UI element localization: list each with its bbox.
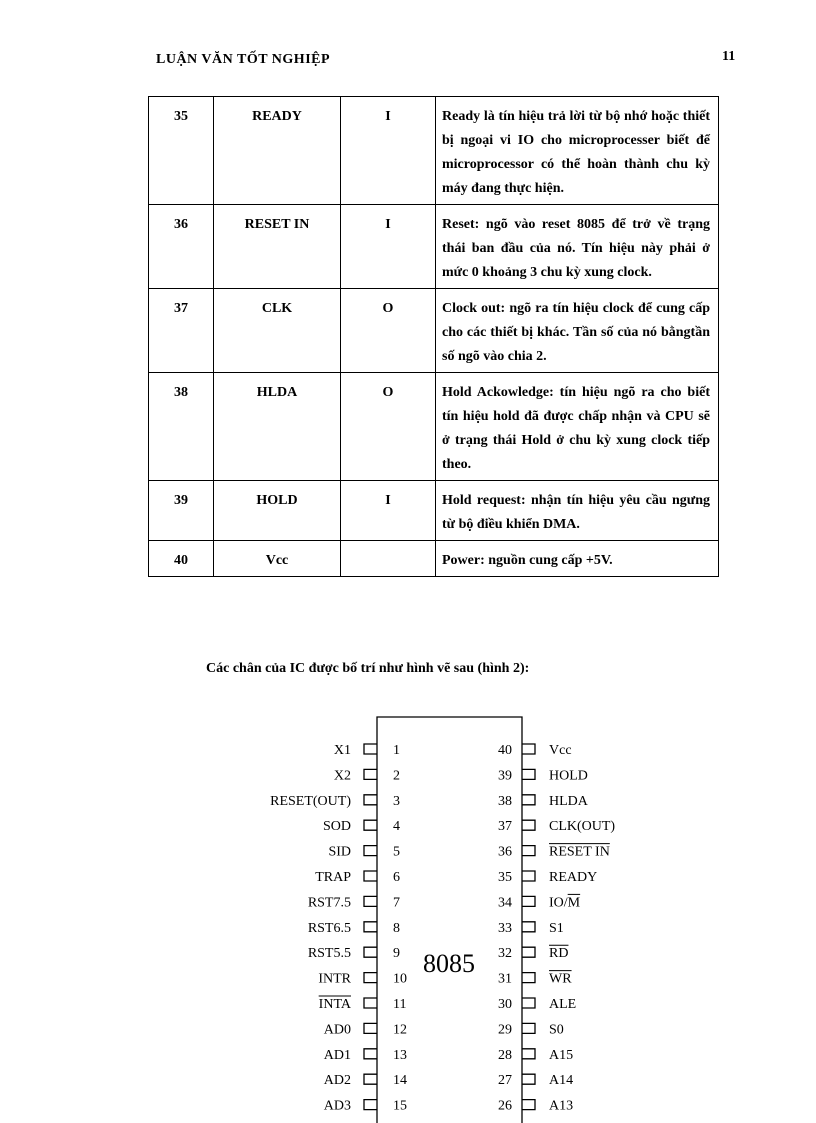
pin-type-cell: I [341, 205, 436, 289]
pin-number: 36 [498, 844, 512, 860]
pin-name: RESET(OUT) [270, 793, 351, 809]
pin-box [522, 1023, 535, 1033]
pin-name: A15 [549, 1047, 574, 1063]
pin-name: RESET IN [549, 844, 610, 860]
pin-name: ALE [549, 997, 577, 1012]
pin-number-cell: 35 [149, 97, 214, 205]
pin-number: 1 [393, 743, 400, 758]
pin-name-cell: READY [214, 97, 341, 205]
pin-box [522, 820, 535, 830]
pin-description-cell: Reset: ngõ vào reset 8085 để trở về trạng thái ban đầu của nó. Tín hiệu này phải ở mức 0 khoảng 3 chu kỳ xung clock. [436, 205, 719, 289]
pin-number: 15 [393, 1098, 407, 1114]
page-number: 11 [722, 49, 736, 64]
pin-number: 5 [393, 844, 400, 860]
pin-number: 29 [498, 1022, 512, 1038]
pin-number: 3 [393, 793, 400, 809]
chip-pin-left [323, 819, 400, 834]
pin-box [522, 1100, 535, 1110]
chip-pin-right [498, 844, 610, 860]
chip-pin-right [498, 1048, 573, 1063]
chip-pin-left [324, 1099, 407, 1114]
pin-number: 35 [498, 870, 512, 885]
chip-pin-right [498, 1073, 573, 1088]
chip-pin-left [328, 845, 400, 860]
pin-name: X1 [333, 743, 351, 758]
pin-name: RST7.5 [307, 895, 351, 911]
pin-box [522, 1074, 535, 1084]
chip-pin-left [324, 1048, 407, 1063]
pin-name-cell: HOLD [214, 481, 341, 541]
pin-box [364, 998, 377, 1008]
chip-pin-right [498, 819, 615, 834]
pin-number: 4 [393, 819, 400, 835]
pin-name-cell: RESET IN [214, 205, 341, 289]
pin-name-cell: HLDA [214, 373, 341, 481]
pin-box [522, 896, 535, 906]
pin-description-cell: Hold Ackowledge: tín hiệu ngõ ra cho biết tín hiệu hold đã được chấp nhận và CPU sẽ ở trạng thái Hold ở chu kỳ xung clock tiếp theo. [436, 373, 719, 481]
pin-box [364, 1049, 377, 1059]
pin-name: Vcc [549, 743, 572, 758]
chip-pin-left [334, 743, 400, 758]
pin-name-cell: Vcc [214, 541, 341, 577]
pin-box [364, 973, 377, 983]
pin-name: CLK(OUT) [549, 819, 616, 835]
pin-number: 38 [498, 793, 512, 809]
pin-name: RST6.5 [307, 920, 351, 936]
pin-box [522, 998, 535, 1008]
pin-name: INTA [318, 997, 351, 1012]
pin-number: 2 [393, 768, 400, 784]
pin-name: AD0 [323, 1022, 351, 1038]
pin-type-cell: I [341, 97, 436, 205]
pin-name: S0 [549, 1022, 564, 1038]
pin-box [364, 896, 377, 906]
pin-box [364, 769, 377, 779]
pin-box [364, 1023, 377, 1033]
chip-label: 8085 [423, 949, 475, 978]
pin-name: RD [549, 946, 569, 962]
pin-box [522, 871, 535, 881]
pin-name: SOD [322, 819, 351, 835]
pin-number-cell: 36 [149, 205, 214, 289]
pin-name: RST5.5 [307, 946, 351, 962]
pin-number: 7 [393, 895, 400, 911]
pin-box [364, 871, 377, 881]
chip-pin-left [324, 1022, 407, 1037]
pin-box [364, 795, 377, 805]
pin-box [364, 744, 377, 754]
pin-box [364, 922, 377, 932]
chip-pin-left [308, 946, 400, 961]
pin-number: 10 [393, 971, 407, 987]
pin-number: 37 [498, 819, 512, 835]
pin-type-cell: I [341, 481, 436, 541]
pin-name: SID [328, 844, 351, 860]
pin-box [522, 947, 535, 957]
pin-name: HOLD [549, 768, 588, 784]
pin-box [364, 947, 377, 957]
chip-pin-right [498, 794, 589, 809]
pin-box [522, 1049, 535, 1059]
chip-pin-left [318, 972, 407, 987]
pin-number: 6 [393, 870, 400, 885]
pin-name: A14 [549, 1073, 574, 1089]
figure-caption: Các chân của IC được bố trí như hình vẽ sau (hình 2): [206, 661, 530, 676]
pin-box [522, 795, 535, 805]
pin-number: 27 [498, 1073, 512, 1089]
document-header-title: LUẬN VĂN TỐT NGHIỆP [156, 52, 331, 67]
pin-number: 39 [498, 768, 512, 784]
pin-name: READY [549, 870, 598, 885]
chip-pin-right [498, 997, 576, 1012]
chip-pin-left [308, 921, 400, 936]
pin-name: WR [549, 971, 572, 987]
pin-number: 9 [393, 946, 400, 962]
pin-name: INTR [318, 971, 351, 987]
pin-name: HLDA [549, 793, 588, 809]
pin-number: 28 [498, 1047, 512, 1063]
pin-name: AD1 [323, 1047, 351, 1063]
pin-number: 30 [498, 997, 512, 1012]
pin-number: 33 [498, 920, 512, 936]
pin-name-cell: CLK [214, 289, 341, 373]
pin-box [522, 846, 535, 856]
pin-number: 40 [498, 743, 512, 758]
pin-name: S1 [549, 920, 564, 936]
chip-pin-right [498, 971, 572, 987]
chip-pin-left [270, 794, 400, 809]
chip-pin-right [498, 870, 597, 885]
pin-type-cell: O [341, 373, 436, 481]
pin-box [522, 769, 535, 779]
chip-pin-left [334, 768, 400, 783]
pin-box [522, 973, 535, 983]
pin-number-cell: 40 [149, 541, 214, 577]
chip-pin-left [315, 870, 400, 885]
chip-pin-left [308, 895, 400, 910]
chip-pin-left [324, 1073, 407, 1088]
chip-pin-right [498, 1099, 573, 1114]
pin-box [364, 1074, 377, 1084]
chip-pin-left [319, 996, 407, 1012]
pin-number: 31 [498, 971, 512, 987]
pin-number: 13 [393, 1047, 407, 1063]
pin-description-cell: Clock out: ngõ ra tín hiệu clock để cung cấp cho các thiết bị khác. Tần số của nó bằngtần số ngõ vào chia 2. [436, 289, 719, 373]
pin-number: 34 [498, 895, 512, 911]
chip-pin-right [498, 1022, 564, 1037]
pin-number: 8 [393, 920, 400, 936]
pin-name: TRAP [315, 870, 351, 885]
pin-number: 14 [393, 1073, 407, 1089]
pin-number-cell: 37 [149, 289, 214, 373]
right-pin-group [498, 743, 615, 1114]
pin-box [364, 820, 377, 830]
pin-number-cell: 38 [149, 373, 214, 481]
pin-name: AD3 [323, 1098, 351, 1114]
pin-number-cell: 39 [149, 481, 214, 541]
pin-number: 26 [498, 1098, 512, 1114]
pin-box [522, 744, 535, 754]
pin-number: 32 [498, 946, 512, 962]
pin-name: X2 [333, 768, 351, 784]
pin-type-cell: O [341, 289, 436, 373]
chip-pin-right [498, 921, 564, 936]
pin-name: AD2 [323, 1073, 351, 1089]
pin-box [364, 1100, 377, 1110]
chip-pin-right [498, 768, 588, 783]
pin-box [364, 846, 377, 856]
chip-pin-right [498, 894, 581, 910]
pin-box [522, 922, 535, 932]
pin-number: 12 [393, 1022, 407, 1038]
pin-description-cell: Hold request: nhận tín hiệu yêu cầu ngưng từ bộ điều khiển DMA. [436, 481, 719, 541]
pin-name: IO/M [549, 895, 581, 911]
pin-name: A13 [549, 1098, 574, 1114]
pin-description-cell: Ready là tín hiệu trả lời từ bộ nhớ hoặc thiết bị ngoại vi IO cho microprocesser biết để microprocessor có thể hoàn thành chu kỳ máy đang thực hiện. [436, 97, 719, 205]
pin-number: 11 [393, 997, 407, 1012]
pin-description-cell: Power: nguồn cung cấp +5V. [436, 541, 719, 577]
chip-pin-right [498, 945, 568, 961]
chip-pin-right [498, 743, 572, 758]
left-pin-group [270, 743, 407, 1114]
